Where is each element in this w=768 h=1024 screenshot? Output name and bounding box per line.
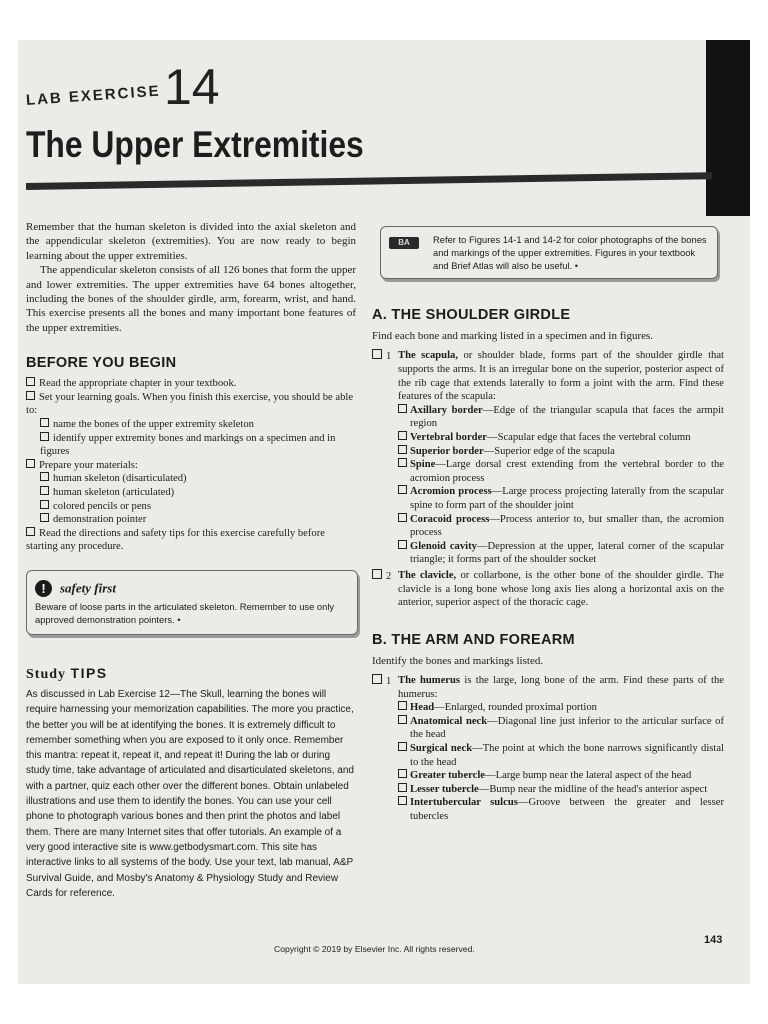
right-column xyxy=(372,226,724,824)
lab-exercise-label: LAB EXERCISE xyxy=(25,82,162,109)
list-item: Acromion process—Large process projecting laterally from the scapular spine to form part of the shoulder joint xyxy=(372,485,724,512)
warning-icon: ! xyxy=(35,580,52,597)
list-item: Axillary border—Edge of the triangular scapula that faces the armpit region xyxy=(372,404,724,431)
checkbox-icon[interactable] xyxy=(398,485,407,494)
before-you-begin-list xyxy=(26,377,356,554)
list-item: Coracoid process—Process anterior to, but smaller than, the acromion process xyxy=(372,513,724,540)
list-item: Surgical neck—The point at which the bone narrows significantly distal to the head xyxy=(372,742,724,769)
checkbox-icon[interactable] xyxy=(40,486,49,495)
checkbox-icon[interactable] xyxy=(398,715,407,724)
left-column xyxy=(26,220,356,901)
list-item: Spine—Large dorsal crest extending from the vertebral border to the acromion process xyxy=(372,458,724,485)
page-title: The Upper Extremities xyxy=(26,124,364,165)
checkbox-icon[interactable] xyxy=(398,458,407,467)
brief-atlas-icon: BA xyxy=(389,237,419,249)
checkbox-icon[interactable] xyxy=(398,540,407,549)
humerus-item: 1 The humerus is the large, long bone of the arm. Find these parts of the humerus: xyxy=(372,674,724,701)
page-number: 143 xyxy=(704,934,723,946)
checkbox-icon[interactable] xyxy=(372,349,382,359)
list-item: Superior border—Superior edge of the scapula xyxy=(372,445,724,459)
checkbox-icon[interactable] xyxy=(40,432,49,441)
checkbox-icon[interactable] xyxy=(398,783,407,792)
checkbox-icon[interactable] xyxy=(398,742,407,751)
section-a-instruction: Find each bone and marking listed in a specimen and in figures. xyxy=(372,330,654,342)
list-item: Vertebral border—Scapular edge that faces the vertebral column xyxy=(372,431,724,445)
section-b-heading: B. THE ARM AND FOREARM xyxy=(372,631,575,648)
title-rule xyxy=(26,172,712,190)
bullet: • xyxy=(177,613,181,625)
list-item: Lesser tubercle—Bump near the midline of the head's anterior aspect xyxy=(372,783,724,797)
safety-title: safety first xyxy=(60,580,116,596)
list-item: Head—Enlarged, rounded proximal portion xyxy=(372,701,724,715)
list-item: Anatomical neck—Diagonal line just inferior to the articular surface of the head xyxy=(372,715,724,742)
checkbox-icon[interactable] xyxy=(40,418,49,427)
checkbox-icon[interactable] xyxy=(398,701,407,710)
page-edge-shadow xyxy=(706,40,750,216)
checkbox-icon[interactable] xyxy=(372,569,382,579)
checkbox-icon[interactable] xyxy=(398,796,407,805)
safety-text: Beware of loose parts in the articulated skeleton. Remember to use only approved demonstration pointers. xyxy=(35,600,335,625)
list-item[interactable]: demonstration pointer xyxy=(26,513,356,527)
refer-box xyxy=(380,226,718,279)
exercise-number: 14 xyxy=(164,59,220,115)
list-item: Glenoid cavity—Depression at the upper, lateral corner of the scapular triangle; it forms part of the shoulder socket xyxy=(372,540,724,567)
checkbox-icon[interactable] xyxy=(398,445,407,454)
checkbox-icon[interactable] xyxy=(372,674,382,684)
list-item: Intertubercular sulcus—Groove between the greater and lesser tubercles xyxy=(372,796,724,823)
scapula-item: 1 The scapula, or shoulder blade, forms part of the shoulder girdle that supports the arms. It is an irregular bone on the superior, posterior aspect of the rib cage that extends laterally to form a joint with the arm. Find these features of the scapula: xyxy=(372,349,724,403)
refer-text: Refer to Figures 14-1 and 14-2 for color photographs of the bones and markings of the upper extremities. Figures in your textbook and Brief Atlas will also be useful. • xyxy=(433,234,707,271)
intro-paragraph-1: Remember that the human skeleton is divided into the axial skeleton and the appendicular skeleton (extremities). You are now ready to begin learning about the upper extremities. xyxy=(26,221,356,262)
study-tips-text: As discussed in Lab Exercise 12—The Skull, learning the bones will require harnessing your memorization capabilities. The more you practice, the better you will be at identifying the bones. It is extremely difficult to remember something when you are exposed to it only once. Remember this mantra: repeat it, repeat it, and repeat it! During the lab or during study time, take advantage of articulated and disarticulated skeletons, and with a partner, quiz each other over the different bones. Obtain unlabeled illustrations and use them to identify the bones. You can use your cell phone to photograph various bones and then print the photos and label them. There are many Internet sites that offer tutorials. An example of a very good interactive site is www.getbodysmart.com. This site has interactive links to all systems of the body. Use your text, lab manual, A&P Survival Guide, and Mosby's Anatomy & Physiology Study and Review Cards for reference. xyxy=(26,688,354,899)
list-item: Greater tubercle—Large bump near the lateral aspect of the head xyxy=(372,769,724,783)
list-item[interactable]: Read the appropriate chapter in your textbook. xyxy=(26,377,356,391)
list-item[interactable]: human skeleton (disarticulated) xyxy=(26,472,356,486)
list-item[interactable]: human skeleton (articulated) xyxy=(26,486,356,500)
scapula-features xyxy=(372,404,724,567)
list-item[interactable]: identify upper extremity bones and markings on a specimen and in figures xyxy=(40,432,336,458)
section-a-heading: A. THE SHOULDER GIRDLE xyxy=(372,307,571,323)
checkbox-icon[interactable] xyxy=(40,472,49,481)
book-page xyxy=(18,40,750,984)
list-item[interactable]: Prepare your materials: xyxy=(26,459,356,473)
study-tips-title: Study TIPS xyxy=(26,664,108,682)
checkbox-icon[interactable] xyxy=(398,431,407,440)
copyright-footer: Copyright © 2019 by Elsevier Inc. All rights reserved. xyxy=(274,944,475,954)
checkbox-icon[interactable] xyxy=(26,391,35,400)
list-item[interactable]: name the bones of the upper extremity skeleton xyxy=(26,418,356,432)
checkbox-icon[interactable] xyxy=(26,527,35,536)
clavicle-item: 2 The clavicle, or collarbone, is the other bone of the shoulder girdle. The clavicle is a long bone whose long axis lies along a horizontal axis on the anterior, superior aspect of the thoracic cage. xyxy=(372,569,724,610)
before-you-begin-heading: BEFORE YOU BEGIN xyxy=(26,355,177,372)
humerus-parts xyxy=(372,701,724,823)
list-item[interactable]: Read the directions and safety tips for this exercise carefully before starting any procedure. xyxy=(26,527,325,553)
checkbox-icon[interactable] xyxy=(398,513,407,522)
checkbox-icon[interactable] xyxy=(398,404,407,413)
checkbox-icon[interactable] xyxy=(398,769,407,778)
checkbox-icon[interactable] xyxy=(40,513,49,522)
checkbox-icon[interactable] xyxy=(26,377,35,386)
checkbox-icon[interactable] xyxy=(40,500,49,509)
checkbox-icon[interactable] xyxy=(26,459,35,468)
study-tips xyxy=(26,665,356,901)
intro-paragraph-2: The appendicular skeleton consists of all 126 bones that form the upper and lower extremities. The upper extremities have 64 bones altogether, including the bones of the shoulder girdle, arm, forearm, wrist, and hand. This exercise presents all the bones and many important bone features of the upper extremities. xyxy=(26,264,356,334)
safety-first-box xyxy=(26,570,358,635)
section-b-instruction: Identify the bones and markings listed. xyxy=(372,654,544,667)
list-item[interactable]: colored pencils or pens xyxy=(26,500,356,514)
list-item[interactable]: Set your learning goals. When you finish this exercise, you should be able to: xyxy=(26,391,354,417)
